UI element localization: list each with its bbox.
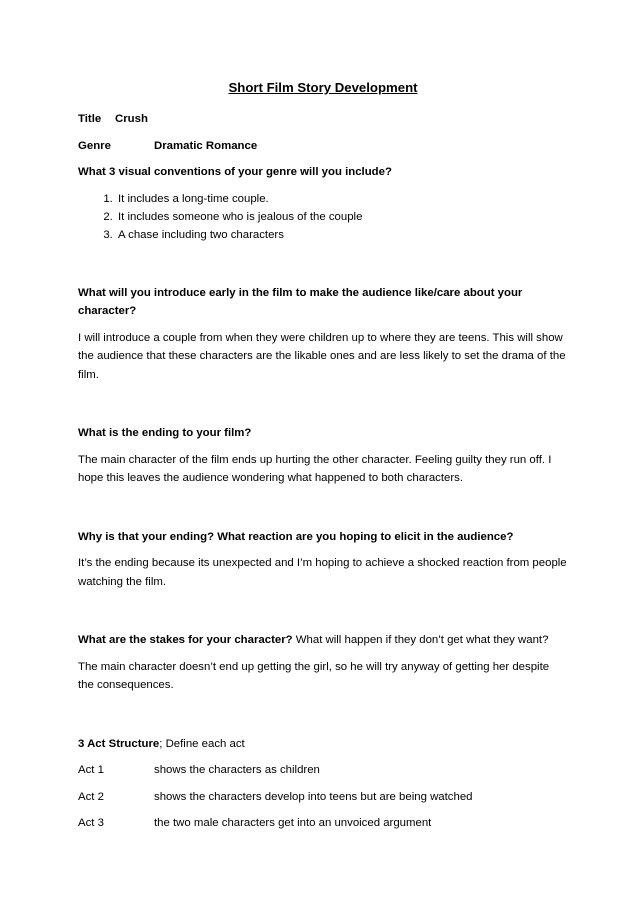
- act-label: Act 2: [78, 790, 104, 803]
- act-text: shows the characters as children: [154, 764, 320, 776]
- question-conventions: What 3 visual conventions of your genre will you include?: [78, 166, 392, 178]
- question-why-ending: Why is that your ending? What reaction are you hoping to elicit in the audience?: [78, 530, 514, 543]
- act-row: [78, 814, 568, 833]
- page-title: Short Film Story Development: [228, 80, 418, 95]
- document-page: [78, 78, 568, 841]
- conventions-list: [78, 190, 568, 244]
- genre-row: [78, 137, 568, 156]
- act-row: [78, 761, 568, 780]
- question-stakes-rest: What will happen if they don’t get what they want?: [292, 634, 549, 646]
- genre-label: Genre: [78, 139, 111, 152]
- spacer: [78, 496, 568, 528]
- question-stakes-bold: What are the stakes for your character?: [78, 634, 293, 646]
- title-row: [78, 110, 568, 129]
- list-item: 2. It includes someone who is jealous of the couple: [116, 208, 568, 226]
- spacer: [78, 599, 568, 631]
- answer-why-ending: It’s the ending because its unexpected and I’m hoping to achieve a shocked reaction from people watching the film.: [78, 557, 567, 588]
- genre-value: Dramatic Romance: [154, 139, 258, 152]
- acts-heading: [78, 735, 568, 754]
- spacer: [78, 703, 568, 735]
- act-text: shows the characters develop into teens but are being watched: [154, 790, 473, 803]
- answer-stakes: The main character doesn’t end up getting the girl, so he will try anyway of getting her despite the consequences.: [78, 660, 550, 691]
- act-row: [78, 788, 568, 807]
- list-item: 3. A chase including two characters: [116, 226, 568, 244]
- list-item: 1. It includes a long-time couple.: [116, 190, 568, 208]
- question-ending: What is the ending to your film?: [78, 427, 252, 439]
- act-label: Act 3: [78, 817, 104, 829]
- answer-ending: The main character of the film ends up hurting the other character. Feeling guilty they run off. I hope this leaves the audience wondering what happened to both characters.: [78, 453, 552, 484]
- spacer: [78, 392, 568, 424]
- answer-introduce: I will introduce a couple from when they were children up to where they are teens. This will show the audience that these characters are the likable ones and are less likely to set the drama of the film.: [78, 331, 566, 381]
- act-text: the two male characters get into an unvoiced argument: [154, 817, 432, 829]
- acts-heading-bold: 3 Act Structure: [78, 737, 160, 750]
- act-label: Act 1: [78, 764, 104, 776]
- title-label: Title: [78, 113, 102, 125]
- title-value: Crush: [115, 113, 148, 125]
- question-stakes: [78, 631, 568, 650]
- question-introduce: What will you introduce early in the film to make the audience like/care about your character?: [78, 286, 523, 317]
- acts-heading-rest: ; Define each act: [159, 737, 245, 750]
